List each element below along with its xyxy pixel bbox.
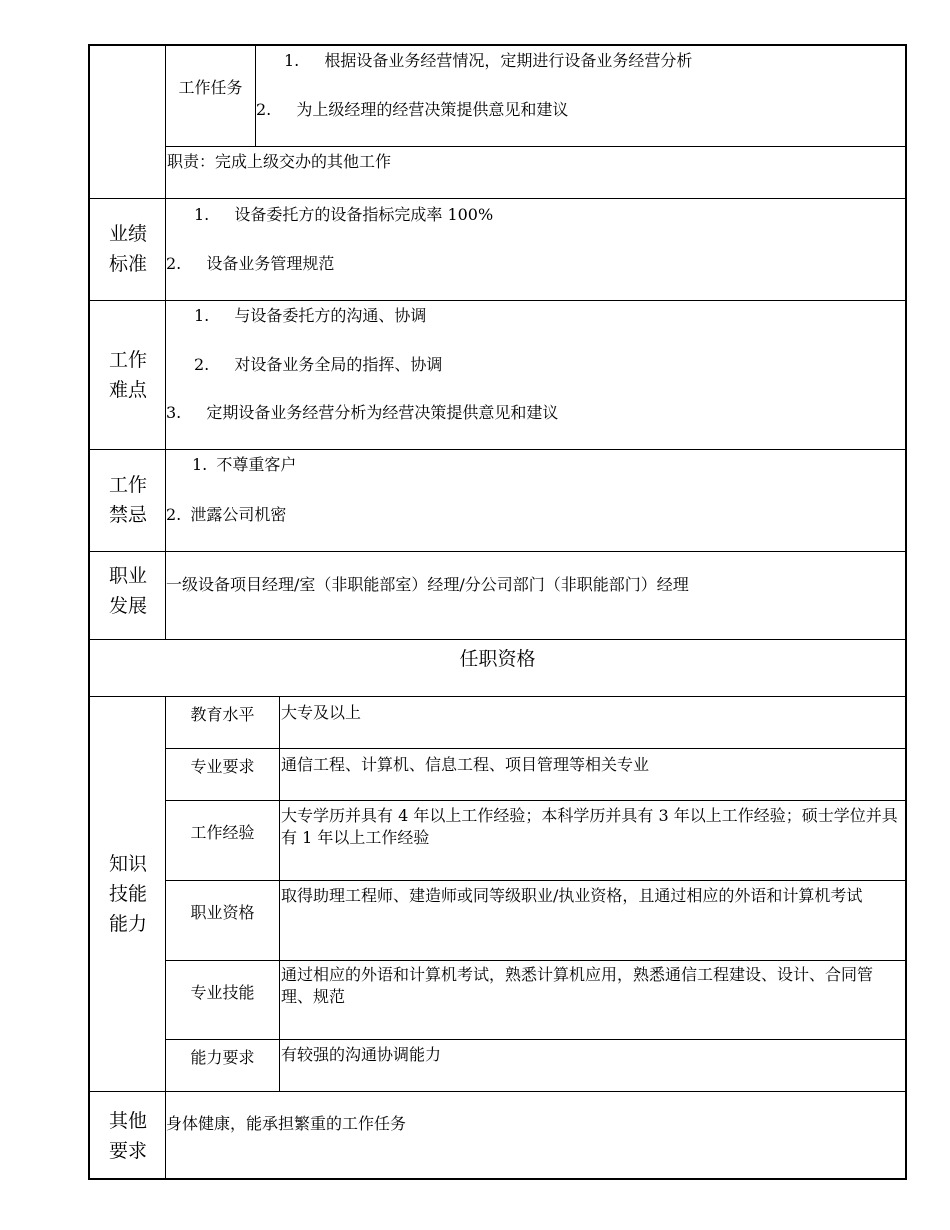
column-divider — [279, 696, 280, 1091]
knowledge-row-label: 专业要求 — [190, 756, 255, 776]
column-divider — [255, 46, 256, 146]
task-item-1-text: 根据设备业务经营情况，定期进行设备业务经营分析 — [324, 51, 693, 70]
knowledge-row-label: 专业技能 — [190, 982, 255, 1002]
career-text: 一级设备项目经理/室（非职能部室）经理/分公司部门（非职能部门）经理 — [166, 575, 689, 594]
performance-item-1 — [194, 204, 493, 226]
difficulty-item-3-number: 3. — [166, 403, 182, 422]
task-item-2 — [256, 99, 568, 121]
task-item-2-text: 为上级经理的经营决策提供意见和建议 — [296, 100, 569, 119]
task-item-2-number: 2. — [256, 100, 272, 119]
performance-item-2 — [166, 253, 334, 275]
difficulty-item-1 — [194, 305, 426, 327]
taboo-item-2-text: 泄露公司机密 — [190, 505, 287, 524]
taboo-item-1-number: 1. — [192, 455, 208, 474]
row-divider — [90, 551, 905, 552]
career-label-text: 职业发展 — [108, 565, 147, 617]
row-divider — [90, 639, 905, 640]
difficulty-item-3 — [166, 402, 558, 424]
difficulty-item-2-number: 2. — [194, 355, 210, 374]
knowledge-row-value: 有较强的沟通协调能力 — [281, 1045, 442, 1064]
knowledge-row-value: 取得助理工程师、建造师或同等级职业/执业资格，且通过相应的外语和计算机考试 — [281, 886, 863, 905]
job-description-table — [88, 44, 907, 1180]
performance-item-2-number: 2. — [166, 254, 182, 273]
knowledge-row-value: 大专及以上 — [281, 703, 362, 722]
knowledge-row-value: 通信工程、计算机、信息工程、项目管理等相关专业 — [281, 755, 650, 774]
difficulty-item-3-text: 定期设备业务经营分析为经营决策提供意见和建议 — [206, 403, 559, 422]
row-divider — [90, 198, 905, 199]
difficulty-item-2 — [194, 354, 442, 376]
performance-item-2-text: 设备业务管理规范 — [206, 254, 335, 273]
knowledge-label — [90, 696, 166, 1091]
row-divider — [166, 146, 905, 147]
knowledge-row-label: 教育水平 — [190, 704, 255, 724]
difficulties-label-text: 工作难点 — [108, 348, 147, 401]
task-item-1 — [284, 50, 692, 72]
task-item-1-number: 1. — [284, 51, 300, 70]
performance-item-1-number: 1. — [194, 205, 210, 224]
knowledge-row-label: 职业资格 — [190, 902, 255, 922]
taboo-item-2 — [166, 504, 286, 526]
performance-label — [90, 198, 166, 300]
taboos-label — [90, 449, 166, 551]
taboo-item-1-text: 不尊重客户 — [216, 455, 297, 474]
row-divider — [90, 1091, 905, 1092]
other-label-text: 其他要求 — [108, 1109, 147, 1162]
knowledge-row-label: 能力要求 — [190, 1047, 255, 1067]
knowledge-row-value: 大专学历并具有 4 年以上工作经验；本科学历并具有 3 年以上工作经验；硕士学位并具有 1 年以上工作经验 — [281, 806, 898, 847]
difficulty-item-2-text: 对设备业务全局的指挥、协调 — [234, 355, 443, 374]
row-divider — [90, 300, 905, 301]
performance-label-text: 业绩标准 — [108, 223, 147, 275]
difficulty-item-1-text: 与设备委托方的沟通、协调 — [234, 306, 427, 325]
other-text: 身体健康，能承担繁重的工作任务 — [166, 1114, 407, 1133]
career-label — [90, 551, 166, 631]
difficulties-label — [90, 300, 166, 449]
taboos-label-text: 工作禁忌 — [108, 474, 147, 526]
knowledge-label-text: 知识技能能力 — [108, 852, 147, 935]
knowledge-row-value: 通过相应的外语和计算机考试，熟悉计算机应用，熟悉通信工程建设、设计、合同管理、规范 — [281, 965, 874, 1006]
performance-item-1-text: 设备委托方的设备指标完成率 100% — [234, 205, 494, 224]
task-label: 工作任务 — [178, 77, 243, 97]
taboo-item-2-number: 2. — [166, 505, 182, 524]
duty-text: 职责：完成上级交办的其他工作 — [167, 152, 392, 171]
knowledge-row-label: 工作经验 — [190, 822, 255, 842]
taboo-item-1 — [192, 454, 296, 476]
difficulty-item-1-number: 1. — [194, 306, 210, 325]
row-divider — [90, 449, 905, 450]
qualification-title: 任职资格 — [459, 648, 536, 670]
other-label — [90, 1091, 166, 1180]
